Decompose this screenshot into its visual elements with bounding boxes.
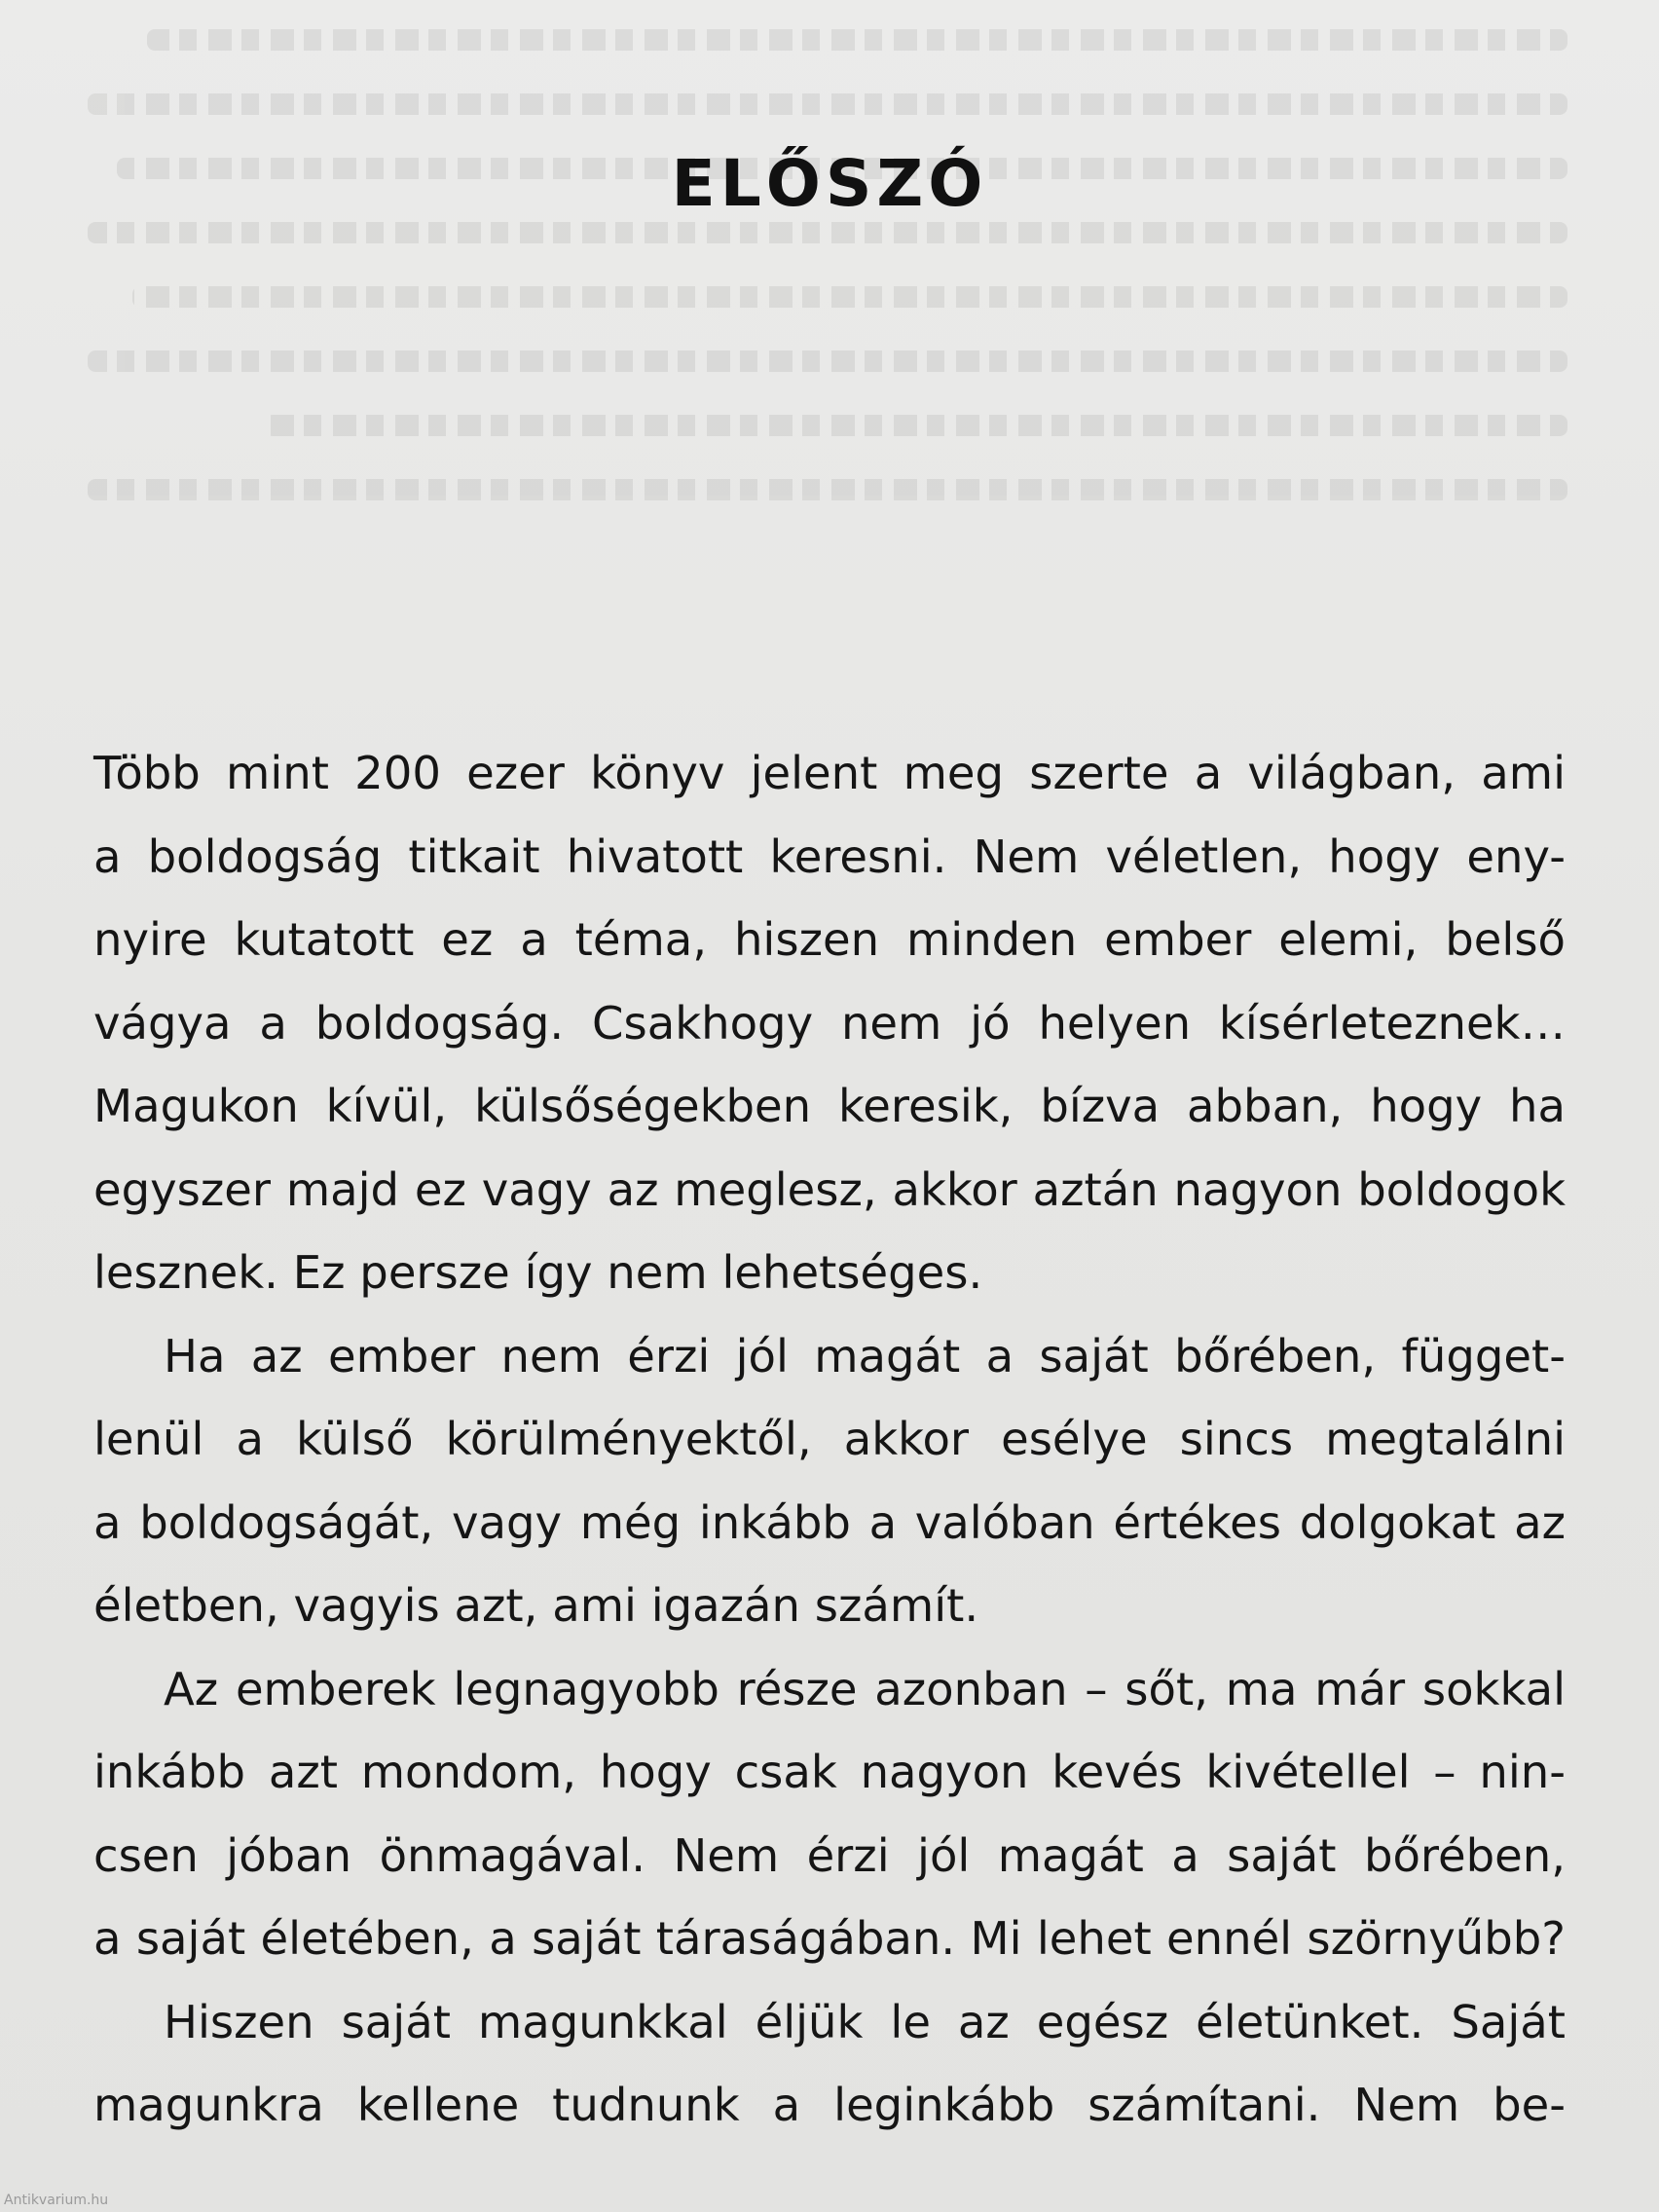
preface-body [93, 732, 1566, 2148]
text-line: Ha az ember nem érzi jól magát a saját bőrében, függet- [164, 1329, 1566, 1382]
text-line: Hiszen saját magunkkal éljük le az egész életünket. Saját [164, 1995, 1566, 2048]
text-line: Több mint 200 ezer könyv jelent meg szerte a világban, ami [93, 747, 1566, 799]
paragraph-4 [93, 1981, 1566, 2148]
text-line: a saját életében, a saját táraságában. Mi lehet ennél szörnyűbb? [93, 1912, 1566, 1965]
text-line: vágya a boldogság. Csakhogy nem jó helyen kísérleteznek… [93, 996, 1566, 1050]
paragraph-3 [93, 1648, 1566, 1981]
paragraph-2 [93, 1315, 1566, 1648]
text-line: magunkra kellene tudnunk a leginkább számítani. Nem be- [93, 2079, 1566, 2131]
watermark: Antikvarium.hu [4, 2193, 109, 2208]
text-line: nyire kutatott ez a téma, hiszen minden ember elemi, belső [93, 913, 1566, 966]
text-line: a boldogság titkait hivatott keresni. Nem véletlen, hogy eny- [93, 830, 1566, 883]
text-line: lesznek. Ez persze így nem lehetséges. [93, 1246, 983, 1299]
text-line: a boldogságát, vagy még inkább a valóban értékes dolgokat az [93, 1495, 1566, 1549]
text-line: Az emberek legnagyobb része azonban – sőt, ma már sokkal [164, 1662, 1566, 1715]
page-title: ELŐSZÓ [671, 146, 988, 221]
text-line: lenül a külső körülményektől, akkor esélye sincs megtalálni [93, 1413, 1566, 1465]
text-line: csen jóban önmagával. Nem érzi jól magát a saját bőrében, [93, 1828, 1566, 1882]
text-line: inkább azt mondom, hogy csak nagyon kevés kivétellel – nin- [93, 1746, 1566, 1798]
text-line: egyszer majd ez vagy az meglesz, akkor aztán nagyon boldogok [93, 1162, 1566, 1216]
show-through-text [88, 29, 1567, 711]
text-line: életben, vagyis azt, ami igazán számít. [93, 1579, 979, 1632]
paragraph-1 [93, 732, 1566, 1315]
text-line: Magukon kívül, külsőségekben keresik, bízva abban, hogy ha [93, 1080, 1566, 1132]
